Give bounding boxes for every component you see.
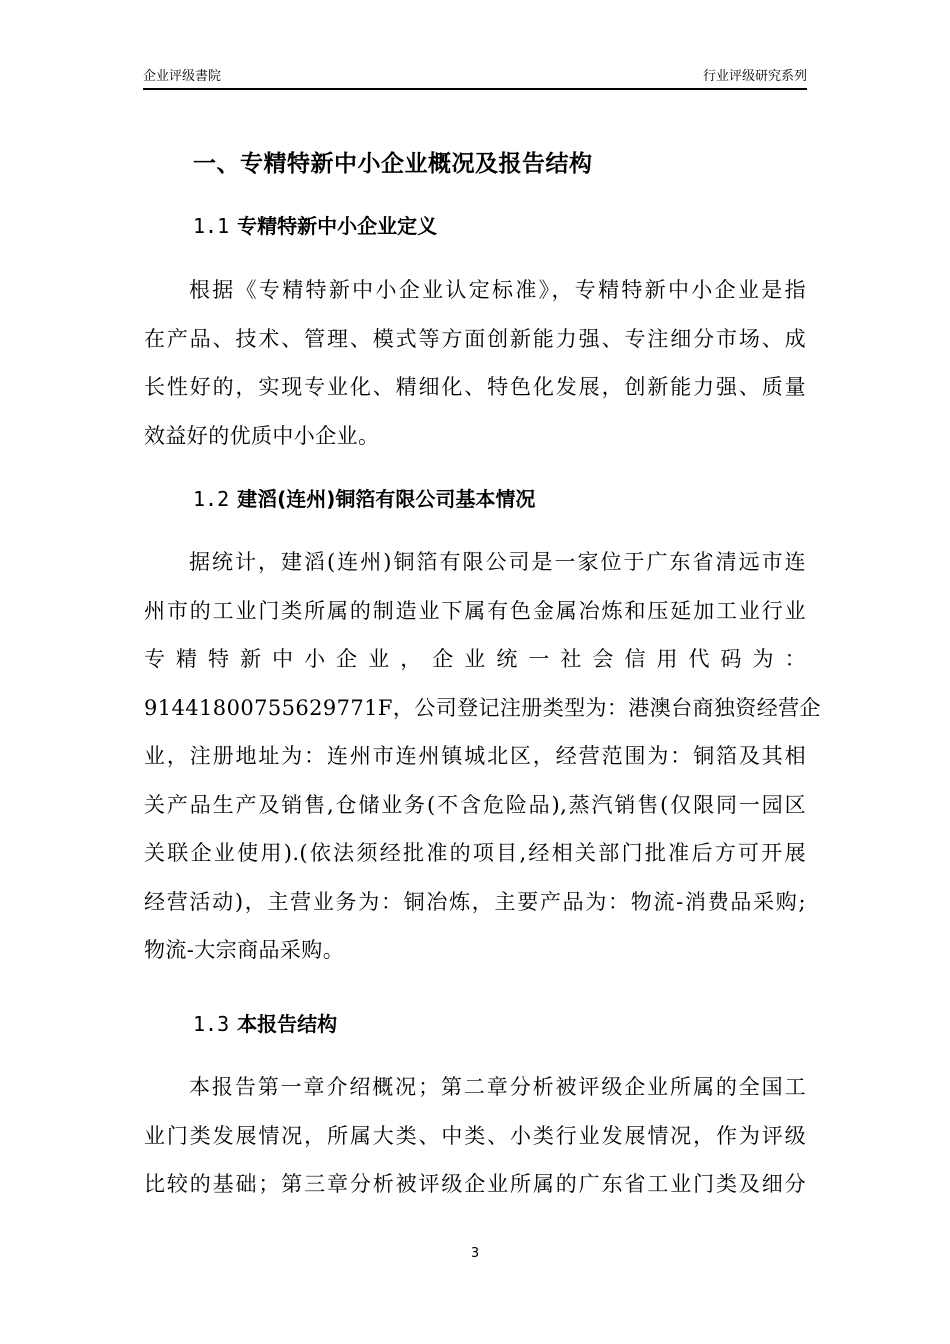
section-title: 建滔(连州)铜箔有限公司基本情况 [237, 487, 536, 511]
paragraph-line: 业门类发展情况，所属大类、中类、小类行业发展情况，作为评级 [144, 1123, 806, 1148]
paragraph-report-structure [144, 1069, 806, 1215]
paragraph-line: 关联企业使用).(依法须经批准的项目,经相关部门批准后方可开展 [144, 841, 806, 865]
section-number: 1.2 [193, 487, 230, 511]
paragraph-line: 根据《专精特新中小企业认定标准》，专精特新中小企业是指 [189, 278, 806, 302]
paragraph-definition [144, 272, 806, 466]
paragraph-line: 业，注册地址为：连州市连州镇城北区，经营范围为：铜箔及其相 [144, 744, 806, 768]
paragraph-line: 比较的基础；第三章分析被评级企业所属的广东省工业门类及细分 [144, 1172, 806, 1196]
paragraph-line: 关产品生产及销售,仓储业务(不含危险品),蒸汽销售(仅限同一园区 [144, 792, 806, 817]
paragraph-line: 物流-大宗商品采购。 [144, 938, 345, 962]
section-title: 专精特新中小企业定义 [237, 214, 438, 238]
chapter-title: 一、专精特新中小企业概况及报告结构 [193, 151, 593, 177]
section-title: 本报告结构 [237, 1012, 338, 1036]
section-number: 1.1 [193, 214, 230, 238]
paragraph-line: 经营活动)，主营业务为：铜冶炼，主要产品为：物流-消费品采购; [144, 889, 806, 914]
paragraph-line: 长性好的，实现专业化、精细化、特色化发展，创新能力强、质量 [144, 375, 806, 399]
section-heading-1-3 [193, 1006, 337, 1042]
section-number: 1.3 [193, 1012, 230, 1036]
section-heading-1-2 [193, 481, 535, 517]
paragraph-line: 专精特新中小企业，企业统一社会信用代码为： [144, 647, 806, 671]
header-series: 行业评级研究系列 [702, 69, 807, 84]
paragraph-line: 效益好的优质中小企业。 [144, 423, 380, 448]
paragraph-line: 据统计，建滔(连州)铜箔有限公司是一家位于广东省清远市连 [189, 550, 806, 574]
page-number: 3 [470, 1246, 480, 1261]
paragraph-company-info [144, 544, 821, 981]
section-heading-1-1 [193, 208, 437, 244]
header-publisher: 企业评级書院 [143, 69, 222, 84]
page-header [143, 66, 807, 90]
paragraph-line: 州市的工业门类所属的制造业下属有色金属冶炼和压延加工业行业 [144, 598, 806, 623]
paragraph-line: 91441800755629771F，公司登记注册类型为：港澳台商独资经营企 [144, 695, 821, 720]
paragraph-line: 在产品、技术、管理、模式等方面创新能力强、专注细分市场、成 [144, 326, 806, 351]
paragraph-line: 本报告第一章介绍概况；第二章分析被评级企业所属的全国工 [189, 1075, 806, 1099]
